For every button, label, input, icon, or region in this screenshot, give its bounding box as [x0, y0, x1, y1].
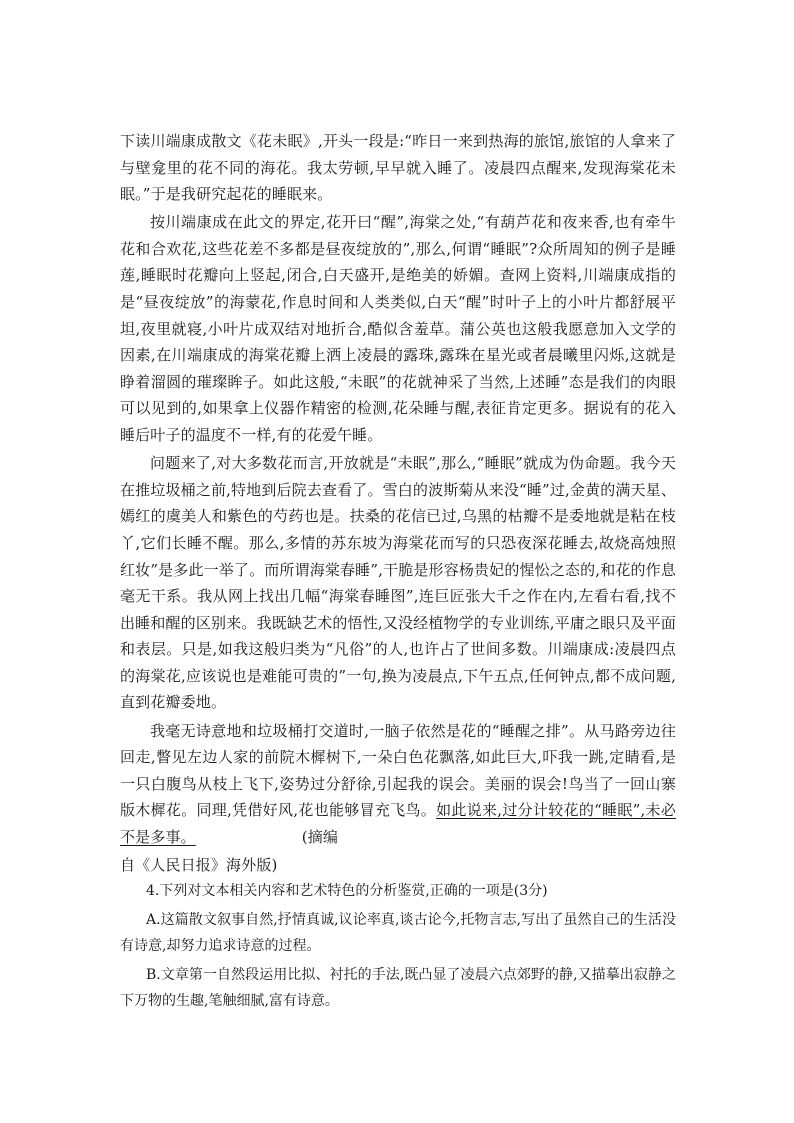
paragraph-4-text: 我毫无诗意地和垃圾桶打交道时,一脑子依然是花的“睡醒之排”。从马路旁边往回走,瞥见左边人家的前院木樨树下,一朵白色花飘落,如此巨大,吓我一跳,定睛看,是一只白腹鸟从枝上飞下,姿势过分舒徐,引起我的误会。美丽的误会!鸟当了一回山寨版木樨花。同理,凭借好风,花也能够冒充飞鸟。: [120, 721, 676, 820]
underlined-sentence: 如此说来,过分计较花的“睡眠”,未必不是多事。: [120, 801, 677, 846]
article-paragraph-3: 问题来了,对大多数花而言,开放就是“未眠”,那么,“睡眠”就成为伪命题。我今天在推垃圾桶之前,特地到后院去查看了。雪白的波斯菊从来没“睡”过,金黄的满天星、嫣红的虞美人和紫色的芍药也是。扶桑的花信已过,乌黑的枯瓣不是委地就是粘在枝丫,它们长睡不醒。那么,多情的苏东坡为海棠花而写的只恐夜深花睡去,故烧高烛照红妆”是多此一举了。而所谓海棠春睡”,干脆是形容杨贵妃的惺忪之态的,和花的作息毫无干系。我从网上找出几幅“海棠春睡图”,连巨匠张大千之作在内,左看右看,找不出睡和醒的区别来。我既缺艺术的悟性,又没经植物学的专业训练,平庸之眼只及平面和表层。只是,如我这般归类为“凡俗”的人,也许占了世间多数。川端康成:凌晨四点的海棠花,应该说也是难能可贵的”一句,换为凌晨点,下午五点,任何钟点,都不成问题,直到花瓣委地。: [120, 454, 676, 712]
article-paragraph-2: 按川端康成在此文的界定,花开曰“醒”,海棠之处,“有葫芦花和夜来香,也有牵牛花和合欢花,这些花差不多都是昼夜绽放的”,那么,何谓“睡眠”?众所周知的例子是睡莲,睡眠时花瓣向上竖起,闭合,白天盛开,是绝美的娇媚。查网上资料,川端康成指的是“昼夜绽放”的海蒙花,作息时间和人类类似,白天“醒”时叶子上的小叶片都舒展平坦,夜里就寝,小叶片成双结对地折合,酷似含羞草。蒲公英也这般我愿意加入文学的因素,在川端康成的海棠花瓣上洒上凌晨的露珠,露珠在星光或者晨曦里闪烁,这就是睁着溜圆的璀璨眸子。如此这般,“未眠”的花就神采了当然,上述睡”态是我们的肉眼可以见到的,如果拿上仪器作精密的检测,花朵睡与醒,表征肯定更多。据说有的花入睡后叶子的温度不一样,有的花爱午睡。: [120, 213, 676, 445]
article-body: [120, 128, 676, 880]
source-note-start: (摘编: [301, 827, 339, 846]
option-b: B.文章第一自然段运用比拟、衬托的手法,既凸显了凌晨六点郊野的静,又描摹出寂静之下万物的生趣,笔触细腻,富有诗意。: [120, 966, 676, 1010]
question-4: [120, 878, 676, 1015]
article-paragraph-4: [120, 718, 676, 851]
article-paragraph-1: 下读川端康成散文《花未眠》,开头一段是:“昨日一来到热海的旅馆,旅馆的人拿来了与壁龛里的花不同的海花。我太劳顿,早早就入睡了。凌晨四点醒来,发现海棠花未眠。”于是我研究起花的睡眠来。: [120, 132, 676, 204]
option-a: A.这篇散文叙事自然,抒情真诚,议论率真,谈古论今,托物言志,写出了虽然自己的生活没有诗意,却努力追求诗意的过程。: [120, 911, 676, 955]
source-note-end: 自《人民日报》海外版): [120, 856, 278, 875]
question-title: 4.下列对文本相关内容和艺术特色的分析鉴赏,正确的一项是(3分): [146, 883, 548, 899]
